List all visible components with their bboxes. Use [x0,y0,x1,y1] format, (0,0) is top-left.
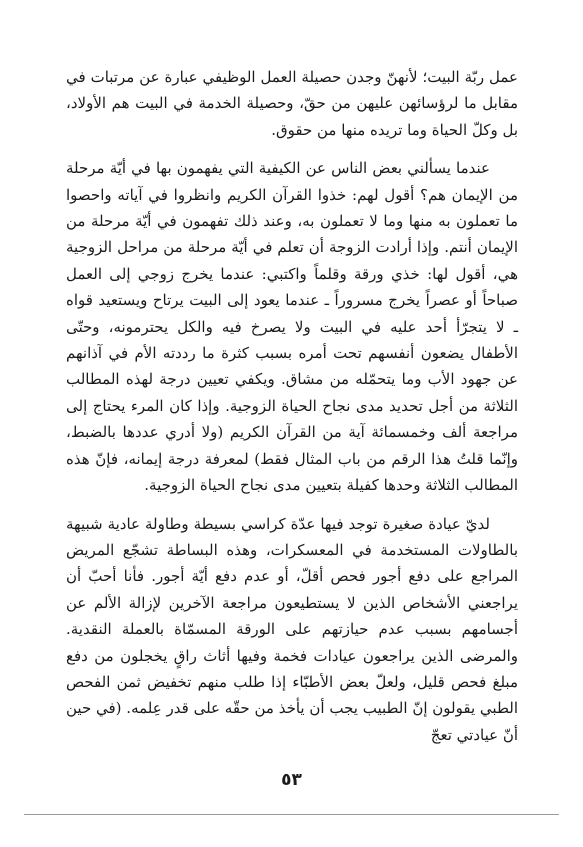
page-body [66,64,518,748]
paragraph-3: لديّ عيادة صغيرة توجد فيها عدّة كراسي بسيطة وطاولة عادية شبيهة بالطاولات المستخدمة في المعسكرات، وهذه البساطة تشجّع المريض المراجع على دفع أجور فحص أقلّ، أو عدم دفع أيّة أجور. فأنا أحبّ أن يراجعني الأشخاص الذين لا يستطيعون مراجعة الآخرين لإزالة الألم عن أجسامهم بسبب عدم حيازتهم على الورقة المسمّاة بالعملة النقدية. والمرضى الذين يراجعون عيادات فخمة وفيها أثاث راقٍ يخجلون من دفع مبلغ فحص قليل، ولعلّ بعض الأطبّاء إذا طلب منهم تخفيض ثمن الفحص الطبي يقولون إنّ الطبيب يجب أن يأخذ من حقّه على قدر عِلمه. (في حين أنّ عيادتي تعجّ [66,514,518,744]
page-number: ٥٣ [281,770,302,790]
bottom-divider [24,814,559,815]
paragraph-1: عمل ربّة البيت؛ لأنهنّ وجدن حصيلة العمل الوظيفي عبارة عن مرتبات في مقابل ما لرؤسائهن عليهن من حقّ، وحصيلة الخدمة في البيت هم الأولاد، بل وكلّ الحياة وما تريده منها من حقوق. [66,68,518,139]
paragraph-2: عندما يسألني بعض الناس عن الكيفية التي يفهمون بها في أيّة مرحلة من الإيمان هم؟ أقول لهم: خذوا القرآن الكريم وانظروا في آياته واحصوا ما تعملون به منها وما لا تعملون به، وعند ذلك تفهمون في أيّة مرحلة من الإيمان أنتم. وإذا أرادت الزوجة أن تعلم في أيّة مرحلة من مراحل الزوجية هي، أقول لها: خذي ورقة وقلماً واكتبي: عندما يخرج زوجي إلى العمل صباحاً أو عصراً يخرج مسروراً ـ عندما يعود إلى البيت يرتاح ويستعيد قواه ـ لا يتجرّأ أحد عليه في البيت ولا يصرخ فيه والكل يحترمونه، وحتّى الأطفال يضعون أنفسهم تحت أمره بسبب كثرة ما رددته الأم في آذانهم عن جهود الأب وما يتحمّله من مشاق. ويكفي تعيين درجة لهذه المطالب الثلاثة من أجل تحديد مدى نجاح الحياة الزوجية. وإذا كان المرء يحتاج إلى مراجعة ألف وخمسمائة آية من القرآن الكريم (ولا أدري عددها بالضبط، وإنّما قلتُ هذا الرقم من باب المثال فقط) لمعرفة درجة إيمانه، فإنّ هذه المطالب الثلاثة وحدها كفيلة بتعيين مدى نجاح الحياة الزوجية. [66,159,518,495]
